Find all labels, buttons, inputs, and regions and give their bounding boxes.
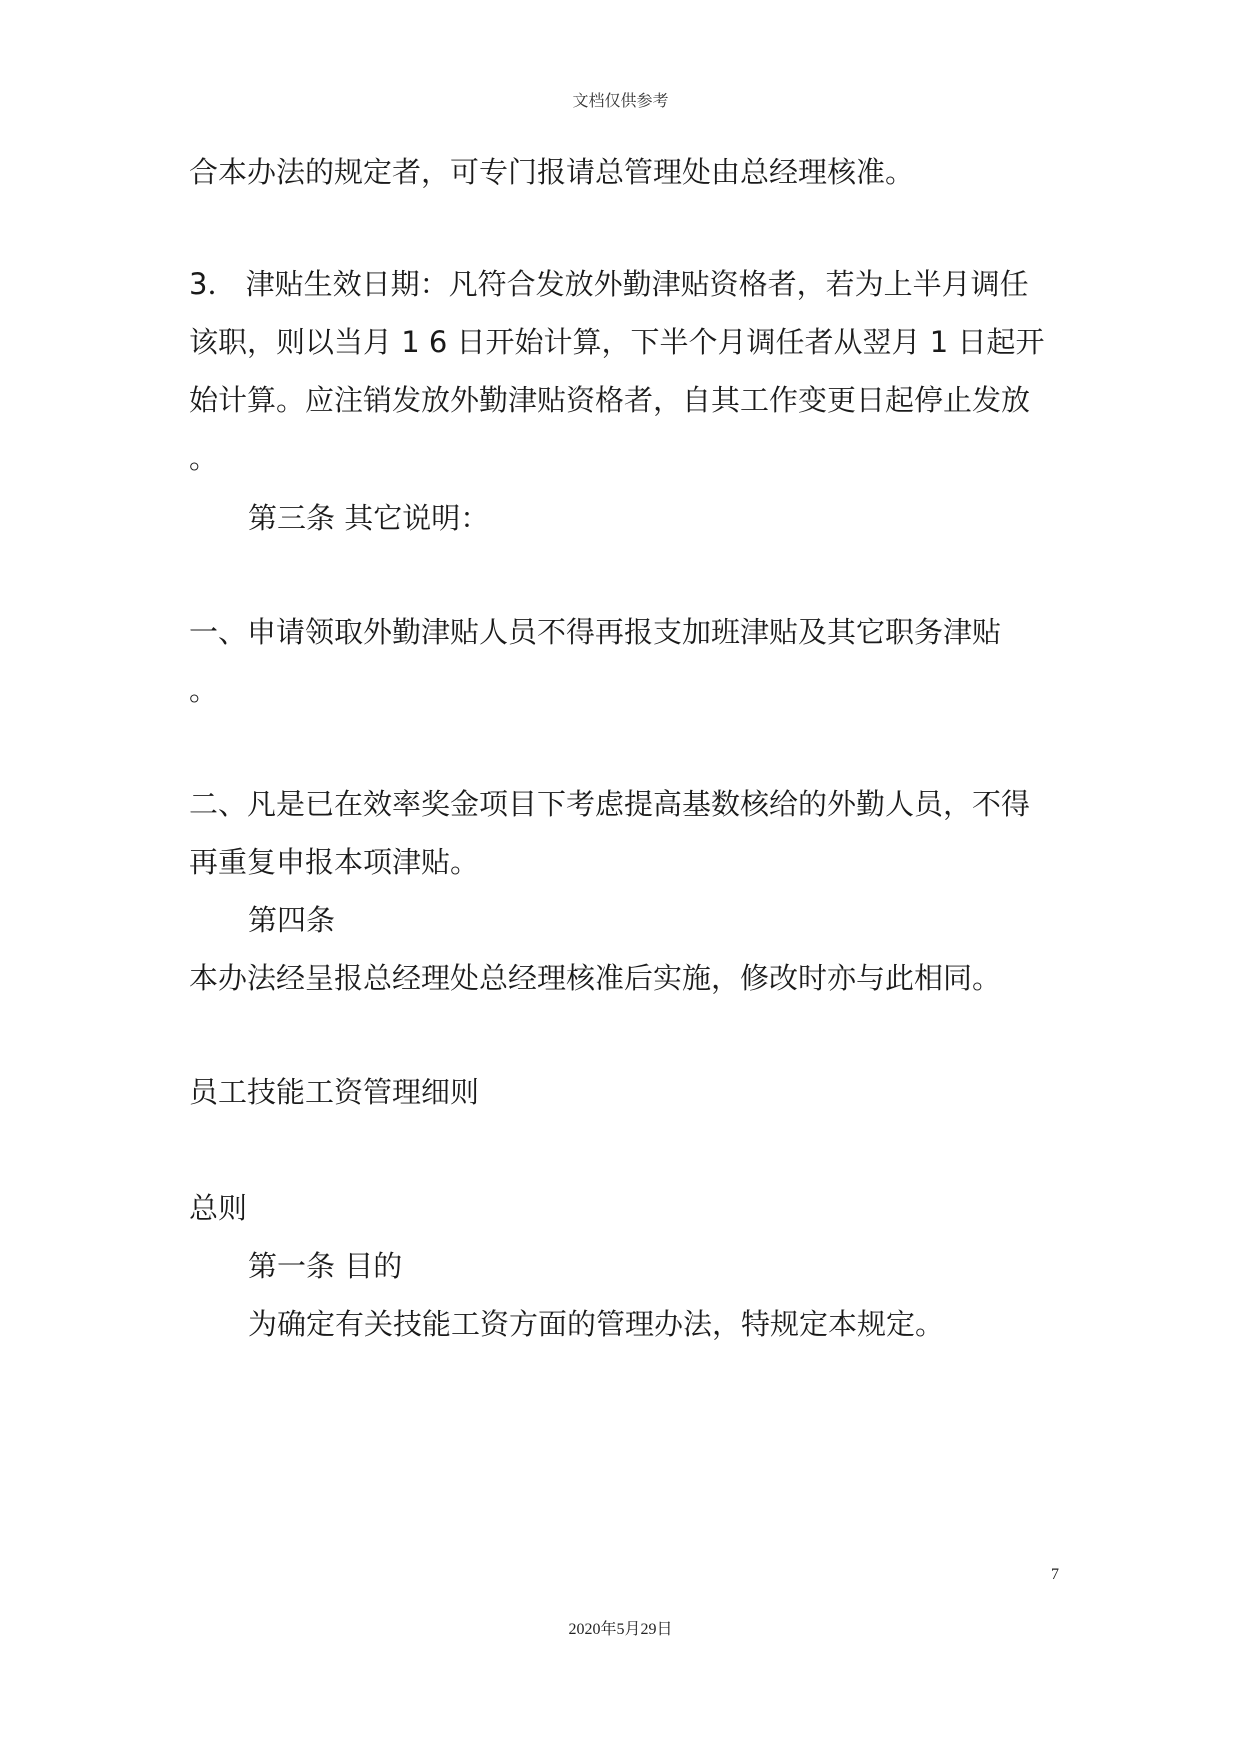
document-header: 文档仅供参考 [572, 91, 669, 110]
footer-date: 2020年5月29日 [568, 1621, 673, 1638]
text-line: 合本办法的规定者，可专门报请总管理处由总经理核准。 [189, 155, 915, 189]
section-title: 员工技能工资管理细则 [189, 1075, 480, 1109]
text-line: 二、凡是已在效率奖金项目下考虑提高基数核给的外勤人员，不得 [189, 787, 1031, 821]
section-title: 总则 [189, 1191, 248, 1225]
text-line: 该职，则以当月 1 6 日开始计算，下半个月调任者从翌月 1 日起开 [189, 325, 1045, 359]
text-line: 一、申请领取外勤津贴人员不得再报支加班津贴及其它职务津贴 [189, 615, 1002, 649]
article-heading: 第一条 目的 [248, 1249, 403, 1283]
text-line: 。 [189, 441, 219, 475]
text-line: 为确定有关技能工资方面的管理办法，特规定本规定。 [248, 1307, 945, 1341]
article-heading: 第三条 其它说明： [248, 501, 490, 535]
article-heading: 第四条 [248, 903, 336, 937]
text-line: 本办法经呈报总经理处总经理核准后实施，修改时亦与此相同。 [189, 961, 1002, 995]
text-line: 。 [189, 673, 219, 707]
text-line: 始计算。应注销发放外勤津贴资格者，自其工作变更日起停止发放 [189, 383, 1031, 417]
text-line: 3． 津贴生效日期：凡符合发放外勤津贴资格者，若为上半月调任 [189, 267, 1029, 301]
text-line: 再重复申报本项津贴。 [189, 845, 480, 879]
page-number: 7 [1051, 1566, 1059, 1583]
